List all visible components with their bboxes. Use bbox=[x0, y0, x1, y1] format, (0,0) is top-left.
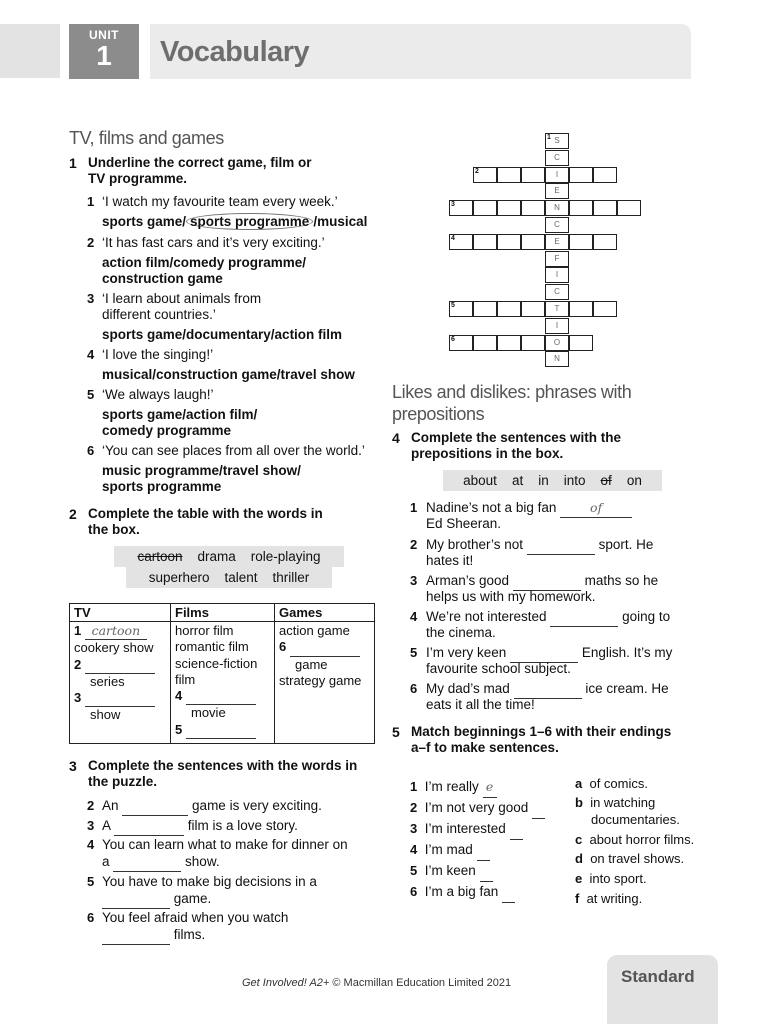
crossword-cell[interactable] bbox=[569, 301, 593, 317]
ex1-item-3-options[interactable]: sports game/documentary/action film bbox=[102, 327, 343, 342]
ex2-instruction: Complete the table with the words in bbox=[88, 506, 323, 521]
word-thriller: thriller bbox=[272, 570, 310, 585]
ex3-number: 3 bbox=[69, 758, 77, 774]
ex1-item-2-options-2[interactable]: construction game bbox=[102, 271, 223, 286]
option-sports-game[interactable]: sports game/ bbox=[102, 214, 187, 229]
ex1-item-2-options[interactable]: action film/comedy programme/ bbox=[102, 255, 307, 270]
ex2-word-box-row-1 bbox=[114, 546, 344, 567]
crossword-letter: I bbox=[555, 320, 559, 330]
word-superhero: superhero bbox=[148, 570, 210, 585]
tv-cookery-show: cookery show bbox=[74, 640, 154, 656]
table-col-games: action game 6 game strategy game bbox=[275, 622, 375, 744]
crossword-cell[interactable] bbox=[473, 301, 497, 317]
ex4-blank-6[interactable] bbox=[514, 681, 582, 699]
word-on: on bbox=[626, 473, 642, 488]
ex5-end-c: c about horror films. bbox=[575, 832, 695, 847]
ex5-begin-5: 5 I’m keen bbox=[410, 861, 570, 882]
crossword-cell[interactable] bbox=[521, 335, 545, 351]
tv-blank-1[interactable]: cartoon bbox=[85, 623, 147, 640]
crossword-letter: S bbox=[554, 136, 560, 145]
table-header-games: Games bbox=[275, 604, 375, 622]
option-musical[interactable]: /musical bbox=[313, 214, 368, 229]
ex4-blank-4[interactable] bbox=[550, 609, 618, 627]
crossword-number: 2 bbox=[475, 167, 479, 175]
crossword-number: 5 bbox=[451, 302, 455, 309]
crossword-cell[interactable] bbox=[473, 234, 497, 250]
ex1-instruction: Underline the correct game, film or bbox=[88, 155, 312, 170]
ex5-end-e: e into sport. bbox=[575, 871, 647, 886]
unit-label: UNIT bbox=[89, 28, 119, 42]
section-title-tv: TV, films and games bbox=[69, 128, 224, 148]
footer-copyright bbox=[242, 977, 511, 989]
section-title-likes bbox=[392, 381, 631, 425]
crossword-cell[interactable] bbox=[521, 200, 545, 216]
ex5-blank-3[interactable] bbox=[510, 819, 523, 840]
ex5-end-a: a of comics. bbox=[575, 776, 648, 791]
footer-copyright-text: © Macmillan Education Limited 2021 bbox=[329, 977, 512, 989]
crossword-cell[interactable] bbox=[521, 167, 545, 183]
crossword-cell[interactable] bbox=[497, 234, 521, 250]
footer-book-title: Get Involved! A2+ bbox=[242, 977, 330, 989]
ex4-number: 4 bbox=[392, 430, 400, 446]
crossword-puzzle bbox=[0, 0, 768, 380]
ex5-blank-5[interactable] bbox=[480, 861, 493, 882]
crossword-letter: E bbox=[554, 186, 560, 196]
ex5-instruction: Match beginnings 1–6 with their endings bbox=[411, 724, 672, 739]
ex5-beginnings bbox=[410, 777, 570, 903]
word-into: into bbox=[563, 473, 586, 488]
level-label: Standard bbox=[621, 967, 695, 986]
crossword-cell[interactable] bbox=[497, 335, 521, 351]
ex1-item-5-options-2[interactable]: comedy programme bbox=[102, 423, 232, 438]
crossword-letter: F bbox=[554, 253, 560, 263]
crossword-cell[interactable] bbox=[569, 167, 593, 183]
ex4-blank-5[interactable] bbox=[510, 645, 578, 663]
crossword-cell[interactable] bbox=[473, 335, 497, 351]
crossword-cell[interactable] bbox=[497, 200, 521, 216]
page-title: Vocabulary bbox=[160, 36, 310, 68]
ex1-number: 1 bbox=[69, 155, 77, 171]
ex5-end-b-2: documentaries. bbox=[591, 812, 680, 827]
ex3-blank-5[interactable] bbox=[102, 891, 170, 909]
word-cartoon: cartoon bbox=[137, 549, 183, 564]
ex3-blank-2[interactable] bbox=[122, 798, 188, 816]
films-blank-4[interactable] bbox=[186, 688, 256, 705]
ex5-begin-3: 3 I’m interested bbox=[410, 819, 570, 840]
word-talent: talent bbox=[224, 570, 258, 585]
ex1-item-6-options[interactable]: music programme/travel show/ bbox=[102, 463, 301, 478]
tv-blank-3[interactable] bbox=[85, 690, 155, 707]
word-drama: drama bbox=[197, 549, 236, 564]
ex5-end-b: b in watching bbox=[575, 795, 656, 810]
ex2-word-box-row-2 bbox=[126, 567, 332, 588]
word-about: about bbox=[463, 473, 497, 488]
crossword-letter: I bbox=[555, 169, 559, 179]
crossword-cell[interactable] bbox=[569, 234, 593, 250]
ex4-instruction-2: prepositions in the box. bbox=[411, 446, 564, 461]
crossword-cell[interactable] bbox=[497, 301, 521, 317]
crossword-letter: I bbox=[555, 270, 559, 280]
ex5-instruction-2: a–f to make sentences. bbox=[411, 740, 559, 755]
crossword-cell[interactable] bbox=[617, 200, 641, 216]
tv-blank-2[interactable] bbox=[85, 657, 155, 674]
ex2-instruction-2: the box. bbox=[88, 522, 140, 537]
word-in: in bbox=[538, 473, 549, 488]
level-tab bbox=[607, 955, 718, 1024]
ex1-item-6-quote: ‘You can see places from all over the world.’ bbox=[102, 443, 365, 458]
crossword-cell[interactable] bbox=[593, 234, 617, 250]
crossword-letter: O bbox=[553, 337, 561, 347]
crossword-letter: C bbox=[554, 287, 560, 297]
ex4-blank-2[interactable] bbox=[527, 537, 595, 555]
crossword-letter: N bbox=[554, 203, 560, 213]
ex1-item-3-quote: ‘I learn about animals from bbox=[102, 291, 262, 306]
ex5-begin-1: 1 I’m really e bbox=[410, 777, 570, 798]
games-blank-6[interactable] bbox=[290, 639, 360, 656]
crossword-letter: E bbox=[554, 236, 560, 246]
ex5-begin-2: 2 I’m not very good bbox=[410, 798, 570, 819]
ex5-end-f: f at writing. bbox=[575, 891, 643, 906]
crossword-letter: C bbox=[554, 152, 560, 162]
ex5-blank-1[interactable]: e bbox=[483, 777, 497, 798]
ex5-blank-4[interactable] bbox=[477, 840, 490, 861]
crossword-letter: C bbox=[554, 220, 560, 229]
ex2-number: 2 bbox=[69, 506, 77, 522]
ex4-instruction: Complete the sentences with the bbox=[411, 430, 622, 445]
table-header-tv: TV bbox=[70, 604, 171, 622]
table-header-films: Films bbox=[171, 604, 275, 622]
table-col-tv: 1 cartoon cookery show 2 series 3 show bbox=[70, 622, 171, 744]
section-title-likes-1: Likes and dislikes: phrases with bbox=[392, 382, 632, 402]
ex5-blank-2[interactable] bbox=[532, 798, 545, 819]
ex4-word-box bbox=[443, 470, 662, 491]
crossword-cell[interactable] bbox=[569, 335, 593, 351]
ex1-item-2-quote: ‘It has fast cars and it’s very exciting.’ bbox=[102, 235, 325, 250]
word-of: of bbox=[600, 473, 612, 488]
crossword-number: 4 bbox=[451, 234, 455, 242]
ex3-instruction: Complete the sentences with the words in bbox=[88, 758, 358, 773]
ex1-item-4-options[interactable]: musical/construction game/travel show bbox=[102, 367, 355, 382]
ex5-end-d: d on travel shows. bbox=[575, 851, 685, 866]
ex4-blank-3[interactable] bbox=[513, 573, 581, 591]
ex1-item-3-quote-2: different countries.’ bbox=[102, 307, 216, 322]
crossword-cell[interactable] bbox=[473, 200, 497, 216]
ex1-item-6-options-2[interactable]: sports programme bbox=[102, 479, 222, 494]
section-title-likes-2: prepositions bbox=[392, 404, 485, 424]
ex1-item-5-quote: ‘We always laugh!’ bbox=[102, 387, 214, 402]
crossword-number: 6 bbox=[451, 335, 455, 343]
unit-number: 1 bbox=[96, 40, 112, 71]
word-role-playing: role-playing bbox=[250, 549, 321, 564]
ex5-blank-6[interactable] bbox=[502, 882, 515, 903]
crossword-cell[interactable] bbox=[497, 167, 521, 183]
crossword-cell[interactable] bbox=[521, 301, 545, 317]
option-sports-programme[interactable]: sports programme bbox=[186, 213, 313, 230]
crossword-cell[interactable] bbox=[593, 301, 617, 317]
word-at: at bbox=[511, 473, 524, 488]
ex3-blank-4[interactable] bbox=[113, 854, 181, 872]
crossword-number: 1 bbox=[547, 134, 551, 141]
ex3-blank-3[interactable] bbox=[114, 818, 184, 836]
ex1-item-1-quote: ‘I watch my favourite team every week.’ bbox=[102, 194, 338, 209]
crossword-letter: N bbox=[554, 354, 560, 364]
crossword-cell[interactable] bbox=[593, 200, 617, 216]
crossword-number: 3 bbox=[451, 201, 455, 209]
ex5-begin-4: 4 I’m mad bbox=[410, 840, 570, 861]
ex5-number: 5 bbox=[392, 724, 400, 740]
ex1-item-5-options[interactable]: sports game/action film/ bbox=[102, 407, 258, 422]
ex2-table bbox=[69, 603, 375, 744]
crossword-cell[interactable] bbox=[593, 167, 617, 183]
crossword-letter: T bbox=[554, 304, 560, 313]
ex1-item-4-quote: ‘I love the singing!’ bbox=[102, 347, 214, 362]
ex5-begin-6: 6 I’m a big fan bbox=[410, 882, 570, 903]
table-col-films: horror film romantic film science-fiction film 4 movie 5 bbox=[171, 622, 275, 744]
ex3-instruction-2: the puzzle. bbox=[88, 774, 158, 789]
ex1-instruction-2: TV programme. bbox=[88, 171, 188, 186]
crossword-cell[interactable] bbox=[521, 234, 545, 250]
films-blank-5[interactable] bbox=[186, 722, 256, 739]
crossword-cell[interactable] bbox=[569, 200, 593, 216]
ex4-blank-1[interactable]: of bbox=[560, 500, 632, 518]
ex3-blank-6[interactable] bbox=[102, 927, 170, 945]
